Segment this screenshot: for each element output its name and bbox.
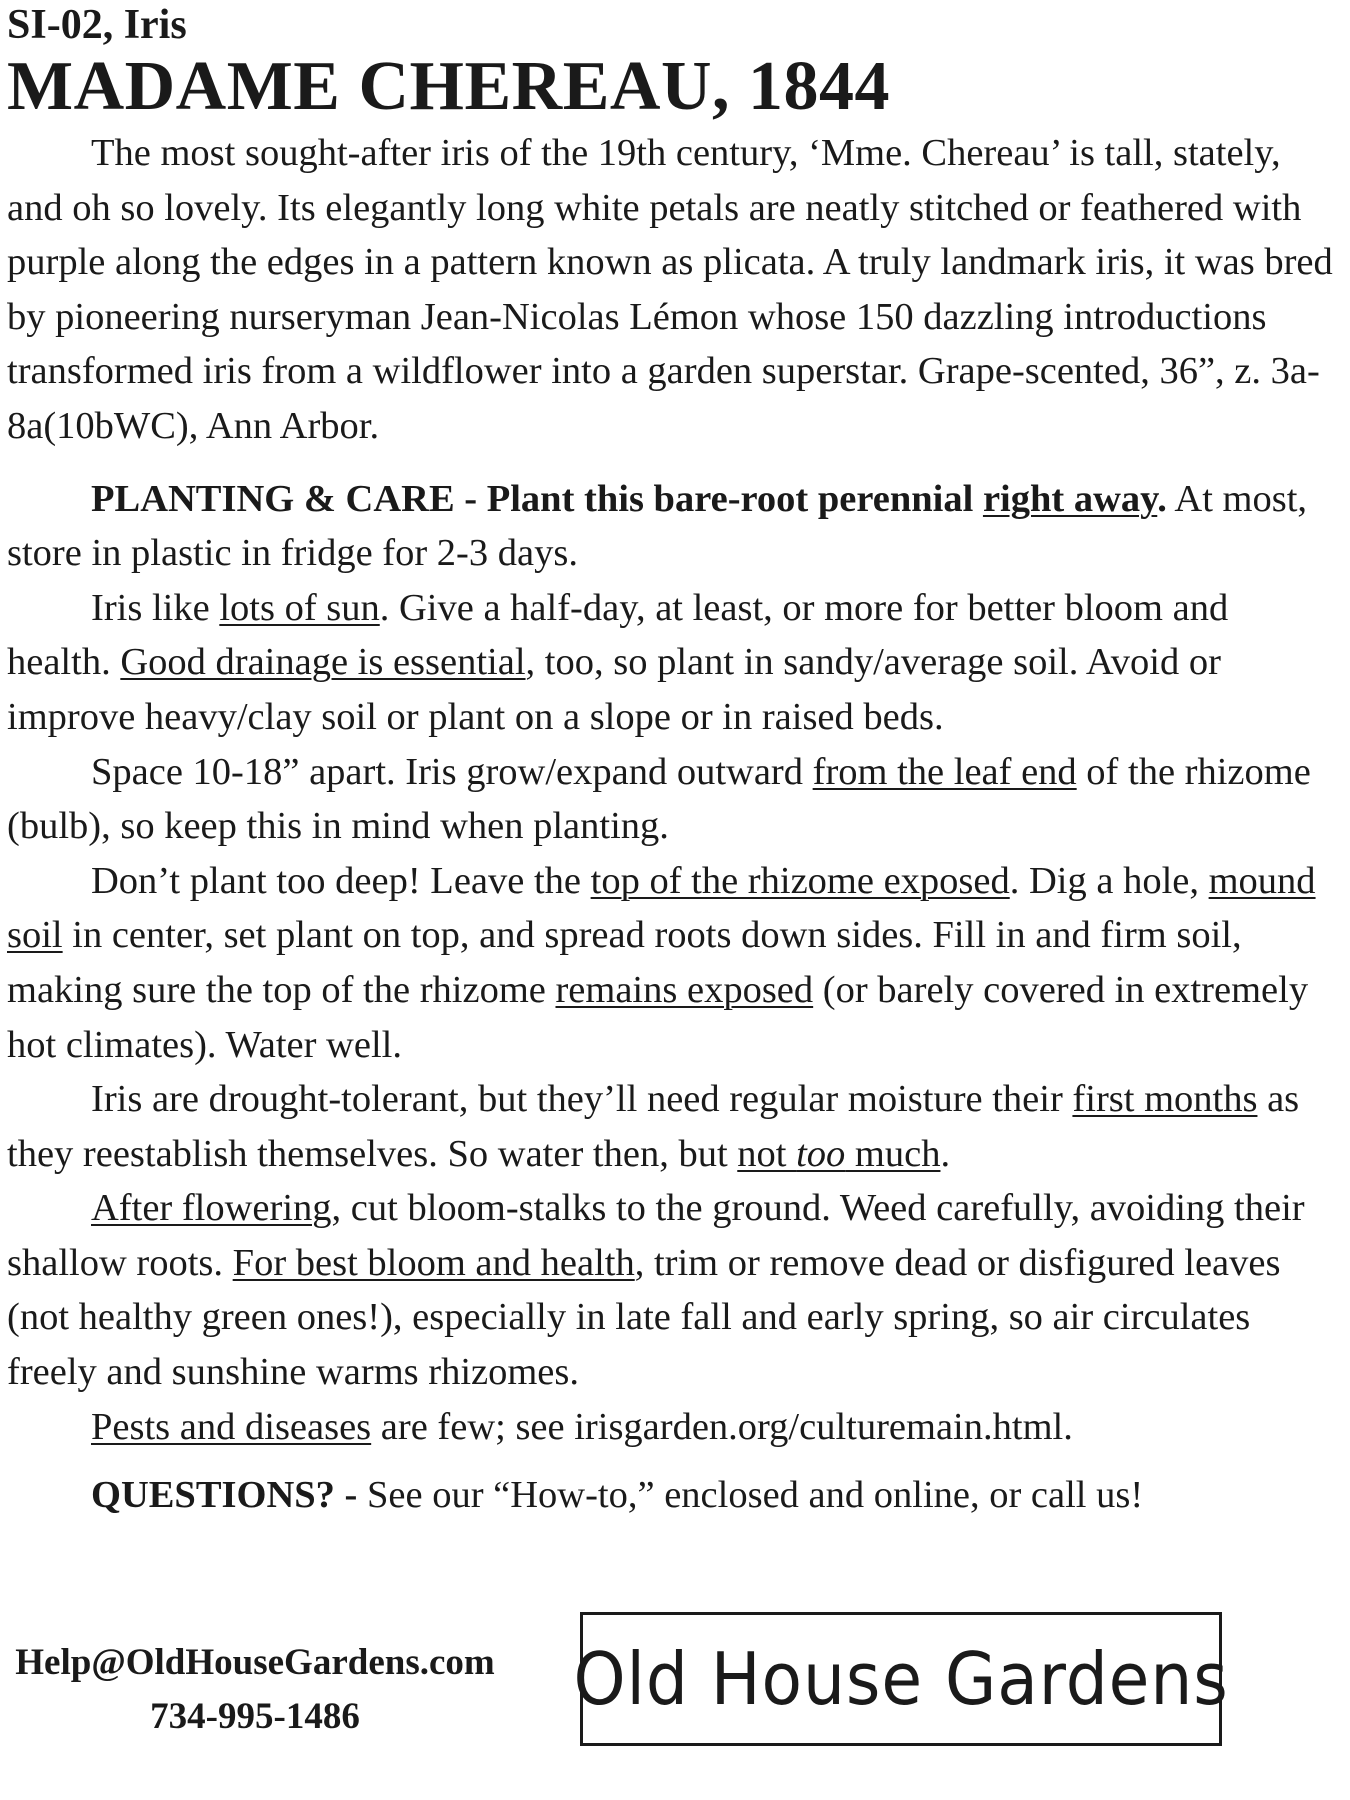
questions-paragraph: QUESTIONS? - See our “How-to,” enclosed and online, or call us! — [91, 1474, 1144, 1517]
after-flowering-paragraph: After flowering, cut bloom-stalks to the ground. Weed carefully, avoiding their shallow roots. For best bloom and health, trim or remove dead or disfigured leaves (not healthy green ones!), especially in late fall and early spring, so air circulates freely and sunshine warms rhizomes. — [7, 1187, 1305, 1394]
depth-paragraph: Don’t plant too deep! Leave the top of the rhizome exposed. Dig a hole, mound soil in center, set plant on top, and spread roots down sides. Fill in and firm soil, making sure the top of the rhizome remains exposed (or barely covered in extremely hot climates). Water well. — [7, 859, 1316, 1066]
logo-text: Old House Gardens — [573, 1637, 1229, 1721]
water-paragraph: Iris are drought-tolerant, but they’ll need regular moisture their first months as they reestablish themselves. So water then, but not too much. — [7, 1078, 1300, 1175]
description-paragraph: The most sought-after iris of the 19th century, ‘Mme. Chereau’ is tall, stately, and oh so lovely. Its elegantly long white petals are neatly stitched or feathered with purple along the edges in a pattern known as plicata. A truly landmark iris, it was bred by pioneering nurseryman Jean-Nicolas Lémon whose 150 dazzling introductions transformed iris from a wildflower into a garden superstar. Grape-scented, 36”, z. 3a-8a(10bWC), Ann Arbor. — [7, 132, 1333, 447]
contact-email[interactable]: Help@OldHouseGardens.com — [15, 1642, 495, 1683]
contact-phone: 734-995-1486 — [150, 1696, 360, 1737]
planting-heading: PLANTING & CARE - Plant this bare-root perennial right away. — [91, 477, 1167, 520]
contact-info — [0, 1636, 510, 1744]
storage-note: At most, store in plastic in fridge for 2-3 days. — [7, 477, 1308, 575]
pests-paragraph: Pests and diseases are few; see irisgarden.org/culturemain.html. — [91, 1405, 1073, 1448]
company-logo — [573, 1612, 1229, 1746]
product-title: MADAME CHEREAU, 1844 — [7, 48, 891, 125]
planting-paragraph — [7, 472, 1336, 581]
product-code: SI-02, Iris — [7, 2, 187, 48]
questions-label: QUESTIONS? - — [91, 1474, 358, 1517]
sun-paragraph: Iris like lots of sun. Give a half-day, at least, or more for better bloom and health. Good drainage is essential, too, so plant in sandy/average soil. Avoid or improve heavy/clay soil or plant on a slope or in raised beds. — [7, 586, 1229, 738]
spacing-paragraph: Space 10-18” apart. Iris grow/expand outward from the leaf end of the rhizome (bulb), so keep this in mind when planting. — [7, 750, 1311, 848]
